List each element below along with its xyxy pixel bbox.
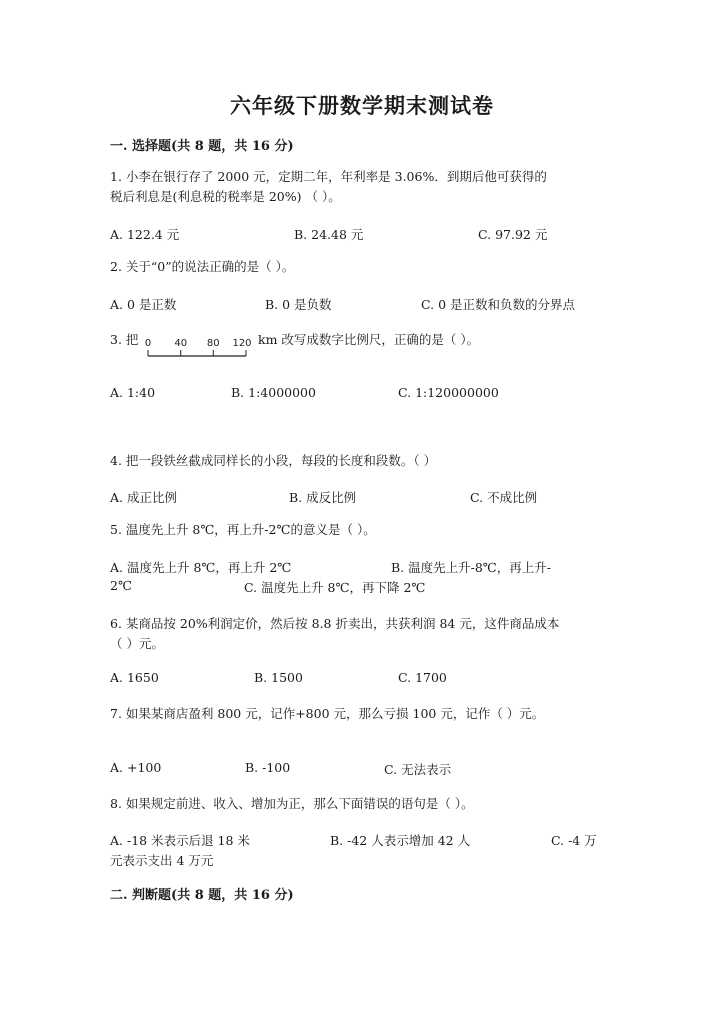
question-4-option-b: B. 成反比例: [289, 490, 357, 505]
question-2-line-1: 2. 关于“0”的说法正确的是（ ）。: [110, 259, 295, 274]
question-8-option-a: A. -18 米表示后退 18 米: [110, 833, 250, 848]
question-3-option-c: C. 1:120000000: [398, 385, 499, 400]
question-8-line-1: 8. 如果规定前进、收入、增加为正，那么下面错误的语句是（ ）。: [110, 796, 474, 811]
page-title: 六年级下册数学期末测试卷: [230, 93, 494, 118]
section-heading-judgement: 二. 判断题(共 8 题，共 16 分): [110, 888, 294, 903]
question-5-option-c: C. 温度先上升 8℃，再下降 2℃: [244, 580, 426, 595]
question-1-line-1: 1. 小李在银行存了 2000 元，定期二年，年利率是 3.06%．到期后他可获得的: [110, 169, 547, 184]
section-heading-choice: 一. 选择题(共 8 题，共 16 分): [110, 139, 294, 154]
question-4-line-1: 4. 把一段铁丝截成同样长的小段，每段的长度和段数。（ ）: [110, 453, 437, 468]
question-1-line-2: 税后利息是(利息税的税率是 20%) （ ）。: [110, 189, 341, 204]
question-3-option-a: A. 1:40: [110, 385, 156, 400]
scale-ruler: [144, 334, 254, 368]
question-2-option-c: C. 0 是正数和负数的分界点: [421, 297, 575, 312]
question-5-option-b-wrap: 2℃: [110, 578, 132, 593]
question-2-option-a: A. 0 是正数: [110, 297, 177, 312]
question-8-option-c-wrap: 元表示支出 4 万元: [110, 853, 214, 868]
question-1-option-b: B. 24.48 元: [294, 227, 364, 242]
question-6-option-c: C. 1700: [398, 670, 447, 685]
question-3-lead: 3. 把: [110, 332, 139, 347]
question-6-option-a: A. 1650: [110, 670, 159, 685]
ruler-label-80: 80: [206, 338, 220, 349]
question-7-option-c: C. 无法表示: [384, 762, 452, 777]
question-4-option-c: C. 不成比例: [470, 490, 538, 505]
ruler-label-0: 0: [144, 338, 152, 349]
ruler-label-40: 40: [174, 338, 188, 349]
question-7-option-a: A. +100: [110, 760, 162, 775]
question-6-line-1: 6. 某商品按 20%利润定价，然后按 8.8 折卖出，共获利润 84 元，这件商品成本: [110, 616, 560, 631]
question-4-option-a: A. 成正比例: [110, 490, 177, 505]
question-2-option-b: B. 0 是负数: [265, 297, 332, 312]
question-8-option-c: C. -4 万: [551, 833, 597, 848]
ruler-label-120: 120: [232, 338, 252, 349]
question-5-option-a: A. 温度先上升 8℃，再上升 2℃: [110, 560, 292, 575]
question-3-rest: km 改写成数字比例尺，正确的是（ ）。: [258, 332, 480, 347]
question-5-option-b: B. 温度先上升-8℃，再上升-: [391, 560, 552, 575]
question-1-option-c: C. 97.92 元: [478, 227, 548, 242]
question-3-option-b: B. 1:4000000: [231, 385, 316, 400]
question-6-line-2: （ ）元。: [110, 636, 164, 651]
question-5-line-1: 5. 温度先上升 8℃，再上升-2℃的意义是（ ）。: [110, 522, 376, 537]
question-8-option-b: B. -42 人表示增加 42 人: [330, 833, 471, 848]
question-7-option-b: B. -100: [245, 760, 291, 775]
question-6-option-b: B. 1500: [254, 670, 303, 685]
question-1-option-a: A. 122.4 元: [110, 227, 180, 242]
question-7-line-1: 7. 如果某商店盈利 800 元，记作+800 元，那么亏损 100 元，记作（ ）元。: [110, 706, 545, 721]
